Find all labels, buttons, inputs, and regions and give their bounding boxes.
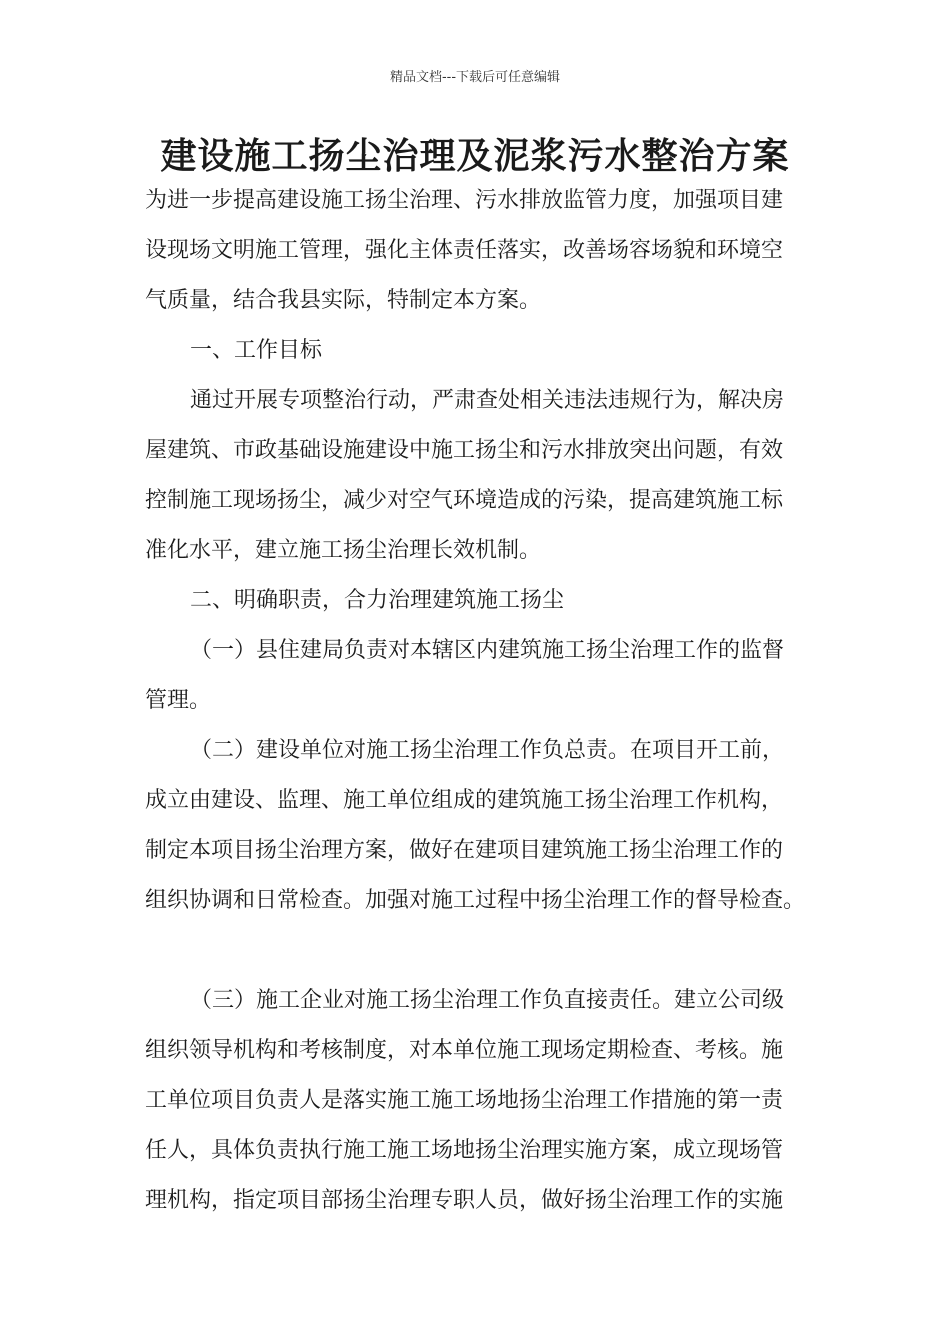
paragraph-line: 管理。 bbox=[145, 688, 212, 713]
paragraph-line: 制定本项目扬尘治理方案，做好在建项目建筑施工扬尘治理工作的 bbox=[145, 838, 784, 863]
document-title: 建设施工扬尘治理及泥浆污水整治方案 bbox=[160, 136, 790, 177]
paragraph-line: 准化水平，建立施工扬尘治理长效机制。 bbox=[145, 538, 542, 563]
paragraph-line: 设现场文明施工管理，强化主体责任落实，改善场容场貌和环境空 bbox=[145, 238, 784, 263]
paragraph-line: （二）建设单位对施工扬尘治理工作负总责。在项目开工前， bbox=[190, 738, 785, 763]
paragraph-line: 控制施工现场扬尘，减少对空气环境造成的污染，提高建筑施工标 bbox=[145, 488, 784, 513]
paragraph-line: 任人，具体负责执行施工施工场地扬尘治理实施方案，成立现场管 bbox=[145, 1138, 784, 1163]
paragraph-line: 通过开展专项整治行动，严肃查处相关违法违规行为，解决房 bbox=[190, 388, 785, 413]
paragraph-line: 组织协调和日常检查。加强对施工过程中扬尘治理工作的督导检查。 bbox=[145, 888, 806, 913]
paragraph-line: （一）县住建局负责对本辖区内建筑施工扬尘治理工作的监督 bbox=[190, 638, 785, 663]
paragraph-line: 屋建筑、市政基础设施建设中施工扬尘和污水排放突出问题，有效 bbox=[145, 438, 784, 463]
paragraph-line: 组织领导机构和考核制度，对本单位施工现场定期检查、考核。施 bbox=[145, 1038, 784, 1063]
section-heading: 一、工作目标 bbox=[190, 338, 323, 363]
paragraph-line: 成立由建设、监理、施工单位组成的建筑施工扬尘治理工作机构， bbox=[145, 788, 784, 813]
paragraph-line: 气质量，结合我县实际，特制定本方案。 bbox=[145, 288, 542, 313]
page-header: 精品文档---下载后可任意编辑 bbox=[389, 70, 561, 85]
paragraph-line: 为进一步提高建设施工扬尘治理、污水排放监管力度，加强项目建 bbox=[145, 188, 784, 213]
paragraph-line: 理机构，指定项目部扬尘治理专职人员，做好扬尘治理工作的实施 bbox=[145, 1188, 784, 1213]
paragraph-line: 工单位项目负责人是落实施工施工场地扬尘治理工作措施的第一责 bbox=[145, 1088, 784, 1113]
section-heading: 二、明确职责，合力治理建筑施工扬尘 bbox=[190, 588, 565, 613]
paragraph-line: （三）施工企业对施工扬尘治理工作负直接责任。建立公司级 bbox=[190, 988, 785, 1013]
